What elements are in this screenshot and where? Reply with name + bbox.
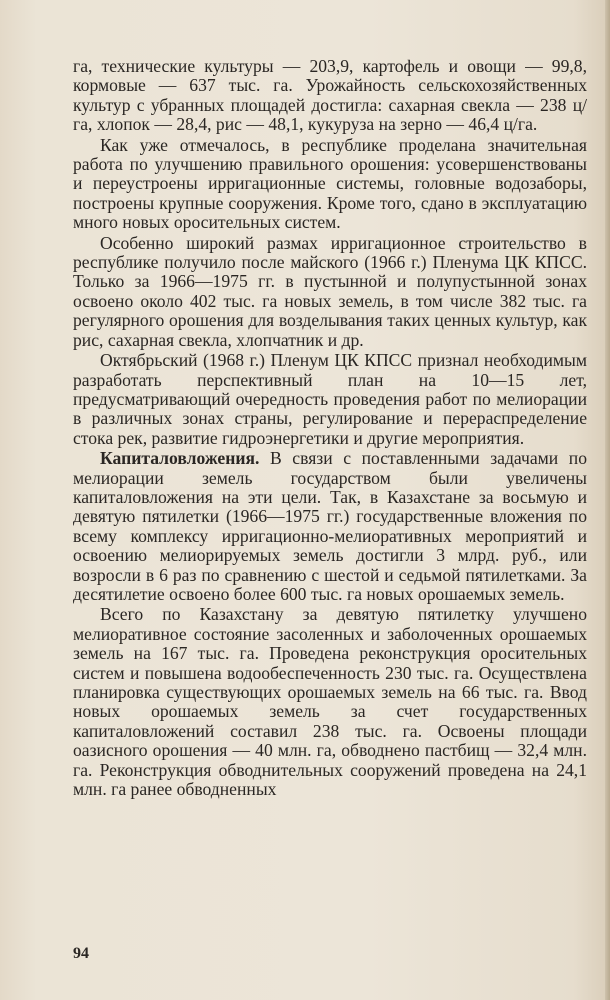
paragraph-6: Всего по Казахстану за девятую пятилетку улучшено мелиоративное состояние засоленных и заболоченных орошаемых земель на 167 тыс. га. Проведена реконструкция оросительных систем и повышена водообеспеченность 230 тыс. га. Осуществлена планировка существующих орошаемых земель на 66 тыс. га. Ввод новых орошаемых земель за счет государственных капиталовложений составил 238 тыс. га. Освоены площади оазисного орошения — 40 млн. га, обводнено пастбищ — 32,4 млн. га. Реконструкция обводнительных сооружений проведена на 24,1 млн. га ранее обводненных bbox=[73, 604, 587, 800]
body-text bbox=[73, 57, 587, 800]
paragraph-1: га, технические культуры — 203,9, картофель и овощи — 99,8, кормовые — 637 тыс. га. Урожайность сельскохозяйственных культур с убранных площадей достигла: сахарная свекла — 238 ц/га, хлопок — 28,4, рис — 48,1, кукуруза на зерно — 46,4 ц/га. bbox=[73, 56, 587, 135]
page-number: 94 bbox=[73, 945, 89, 962]
paragraph-2: Как уже отмечалось, в республике проделана значительная работа по улучшению правильного орошения: усовершенствованы и переустроены ирригационные системы, головные водозаборы, построены крупные сооружения. Кроме того, сдано в эксплуатацию много новых оросительных систем. bbox=[73, 134, 587, 233]
page-edge bbox=[605, 0, 610, 1000]
section-heading: Капиталовложения. bbox=[100, 448, 260, 469]
paragraph-3: Особенно широкий размах ирригационное строительство в республике получило после майского (1966 г.) Пленума ЦК КПСС. Только за 1966—1975 гг. в пустынной и полупустынной зонах освоено около 402 тыс. га новых земель, в том числе 382 тыс. га регулярного орошения для возделывания таких ценных культур, как рис, сахарная свекла, хлопчатник и др. bbox=[73, 232, 587, 350]
paragraph-5: Капиталовложения. В связи с поставленными задачами по мелиорации земель государством были увеличены капиталовложения на эти цели. Так, в Казахстане за восьмую и девятую пятилетки (1966—1975 гг.) государственные вложения по всему комплексу ирригационно-мелиоративных мероприятий и освоению мелиорируемых земель достигли 3 млрд. руб., или возросли в 6 раз по сравнению с шестой и седьмой пятилетками. За десятилетие освоено более 600 тыс. га новых орошаемых земель. bbox=[73, 448, 587, 604]
paragraph-4: Октябрьский (1968 г.) Пленум ЦК КПСС признал необходимым разработать перспективный план на 10—15 лет, предусматривающий очередность проведения работ по мелиорации в различных зонах страны, регулирование и перераспределение стока рек, развитие гидроэнергетики и другие мероприятия. bbox=[73, 350, 587, 448]
